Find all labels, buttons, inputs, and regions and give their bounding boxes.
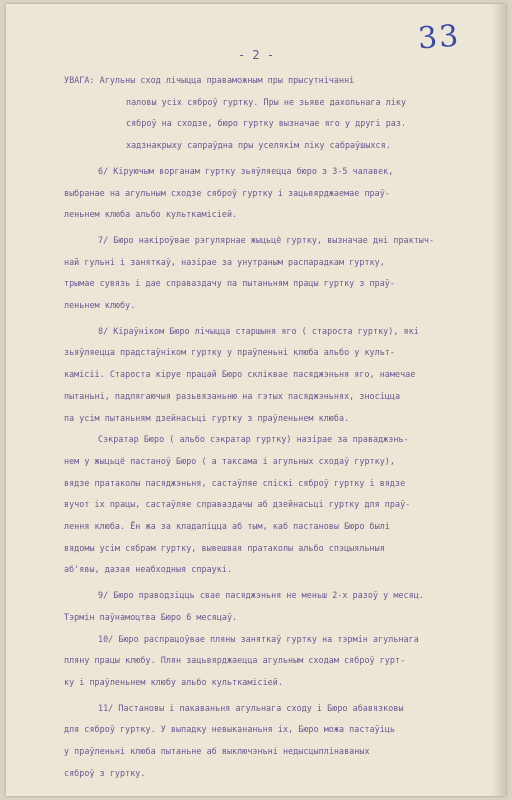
text-line: 11/ Пастановы і пакаваньня агульнага сходу і Бюро абавязковы <box>98 702 404 713</box>
text-line: вядомы усім сябрам гуртку, вывешвая пратаколы альбо спэцыяльныя <box>64 542 385 553</box>
text-line: 8/ Кіраўніком Бюро лічыцца старшыня яго ( староста гуртку), які <box>98 325 419 336</box>
text-line: для сяброў гуртку. У выпадку невыкананьня іх, Бюро можа пастаўіць <box>64 724 395 735</box>
text-line: нем у жыцьцё пастаноў Бюро ( а таксама і агульных сходаў гуртку), <box>64 455 395 466</box>
text-line: леньнем клюба альбо культкамісіей. <box>64 209 238 220</box>
text-line: выбранае на агульным сходзе сяброў гуртку і зацьвярджаемае праў- <box>64 187 390 198</box>
text-line: пытаньні, падлягаючыя разьвязаньню на гэтых пасяджэньнях, зносіцца <box>64 390 401 401</box>
text-line: 6/ Кіруючым ворганам гуртку зьяўляецца бюро з 3-5 чалавек, <box>98 165 394 176</box>
text-line: сяброў з гуртку. <box>64 767 146 778</box>
text-line: леньнем клюбу. <box>64 300 136 311</box>
text-line: Сэкратар Бюро ( альбо сэкратар гуртку) назірае за праваджэнь- <box>98 434 409 445</box>
text-line: ку і праўленьнем клюбу альбо культкамісіей. <box>64 676 283 687</box>
text-line: па усім пытаньням дзейнасьці гуртку з праўленьнем клюба. <box>64 412 350 423</box>
text-line: най гульні і заняткаў, назірае за унутраным распарадкам гуртку, <box>64 256 385 267</box>
text-line: камісіі. Староста кіруе працай Бюро скліквае пасяджэньня яго, намечае <box>64 369 416 380</box>
text-line: сяброў на сходзе, бюро гуртку вызначае яго у другі раз. <box>126 118 407 129</box>
text-line: лення клюба. Ён жа за кладаліцца аб тым, каб пастановы Бюро былі <box>64 521 390 532</box>
text-line: паловы усіх сяброў гуртку. Пры не зьяве дахольнага ліку <box>126 96 407 107</box>
text-line: трымае сувязь і дае справаздачу па пытаньням працы гуртку з праў- <box>64 278 395 289</box>
folio-number: 33 <box>416 18 462 57</box>
text-line: аб'явы, дазая неабходныя спраукі. <box>64 564 233 575</box>
text-line: вядзе пратаколы пасяджэньня, састаўляе спіскі сяброў гуртку і вядзе <box>64 477 406 488</box>
text-line: хадзнакрыху сапраўдна пры уселякім ліку сабраўшыхся. <box>126 140 391 151</box>
text-line: вучот іх працы, састаўляе справаздачы аб дзейнасьці гуртку для праў- <box>64 499 411 510</box>
text-line: 7/ Бюро накіроўвае рэгулярнае жыцьцё гуртку, вызначае дні практыч- <box>98 234 435 245</box>
text-line: 9/ Бюро праводзіцць свае пасяджэньня не меньш 2-х разоў у месяц. <box>98 590 424 601</box>
document-page <box>6 4 506 796</box>
text-line: Тэрмін паўнамоцтва Бюро 6 месяцаў. <box>64 611 238 622</box>
text-line: у праўленьні клюба пытаньне аб выключэньні недысцыплінаваных <box>64 746 370 757</box>
text-line: пляну працы клюбу. Плян зацьвярджаецца агульным сходам сяброў гурт- <box>64 655 406 666</box>
page-edge-shadow <box>492 4 506 796</box>
document-body <box>64 70 494 785</box>
page-number: - 2 - <box>237 48 275 62</box>
text-line: 10/ Бюро распрацоўвае пляны заняткаў гуртку на тэрмін агульнага <box>98 633 419 644</box>
text-line: зьяўляецца прадстаўніком гуртку у праўленьні клюба альбо у культ- <box>64 347 395 358</box>
text-line: УВАГА: Агульны сход лічыцца праваможным пры прысутнічанні <box>64 75 355 85</box>
